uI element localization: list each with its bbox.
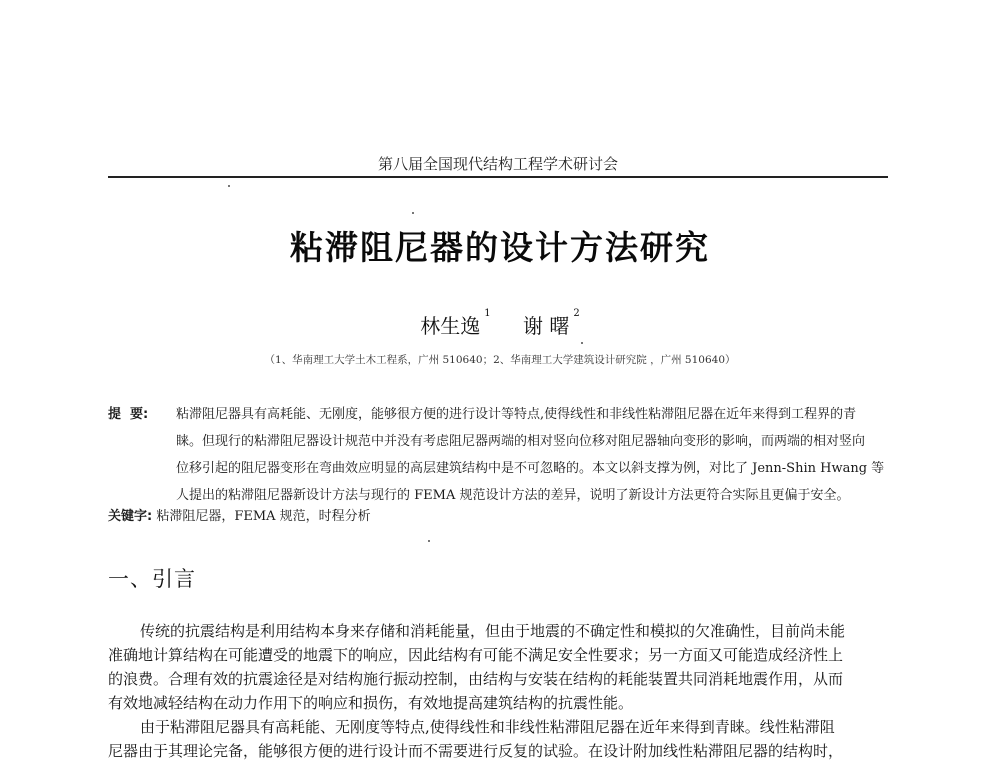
scan-speck <box>228 185 230 187</box>
affiliation: （1、华南理工大学土木工程系，广州 510640；2、华南理工大学建筑设计研究院 ，广州 510640） <box>264 354 736 366</box>
body-line: 有效地减轻结构在动力作用下的响应和损伤，有效地提高建筑结构的抗震性能。 <box>108 694 634 712</box>
keywords <box>108 505 371 524</box>
header-rule <box>108 176 888 178</box>
author-list <box>0 310 1000 339</box>
keywords-label: 关键字: <box>108 509 153 524</box>
paper-title: 粘滞阻尼器的设计方法研究 <box>290 228 710 267</box>
author-name: 谢 曙 <box>523 314 570 338</box>
abstract-line: 睐。但现行的粘滞阻尼器设计规范中并没有考虑阻尼器两端的相对竖向位移对阻尼器轴向变形的影响，而两端的相对竖向 <box>176 434 866 449</box>
body-text <box>108 619 898 763</box>
running-header: 第八届全国现代结构工程学术研讨会 <box>377 155 618 173</box>
body-line: 由于粘滞阻尼器具有高耗能、无刚度等特点,使得线性和非线性粘滞阻尼器在近年来得到青睐。线性粘滞阻 <box>140 718 835 736</box>
author-name: 林生逸 <box>420 314 481 338</box>
body-line: 传统的抗震结构是利用结构本身来存储和消耗能量，但由于地震的不确定性和模拟的欠准确性，目前尚未能 <box>140 622 846 640</box>
abstract-line: 粘滞阻尼器具有高耗能、无刚度，能够很方便的进行设计等特点,使得线性和非线性粘滞阻尼器在近年来得到工程界的青 <box>176 407 857 422</box>
abstract-line: 人提出的粘滞阻尼器新设计方法与现行的 FEMA 规范设计方法的差异，说明了新设计方法更符合实际且更偏于安全。 <box>176 488 850 503</box>
author <box>523 310 580 339</box>
body-line: 的浪费。合理有效的抗震途径是对结构施行振动控制，由结构与安装在结构的耗能装置共同消耗地震作用，从而 <box>108 670 844 688</box>
body-line: 尼器由于其理论完备，能够很方便的进行设计而不需要进行反复的试验。在设计附加线性粘滞阻尼器的结构时， <box>108 742 844 760</box>
author <box>420 310 490 339</box>
abstract-label-part: 要: <box>130 407 149 422</box>
abstract <box>108 401 898 509</box>
keywords-value: 粘滞阻尼器，FEMA 规范，时程分析 <box>156 509 371 524</box>
abstract-label <box>108 401 178 428</box>
affiliation-mark: 2 <box>573 308 580 319</box>
body-line: 准确地计算结构在可能遭受的地震下的响应，因此结构有可能不满足安全性要求；另一方面又可能造成经济性上 <box>108 646 844 664</box>
abstract-body <box>176 401 898 509</box>
scan-speck <box>428 540 430 542</box>
abstract-line: 位移引起的阻尼器变形在弯曲效应明显的高层建筑结构中是不可忽略的。本文以斜支撑为例，对比了 Jenn-Shin Hwang 等 <box>176 461 885 476</box>
section-heading: 一、引言 <box>108 567 196 591</box>
abstract-label-part: 提 <box>108 407 122 422</box>
affiliation-mark: 1 <box>484 308 491 319</box>
scan-speck <box>412 212 414 214</box>
scan-speck <box>581 342 583 344</box>
